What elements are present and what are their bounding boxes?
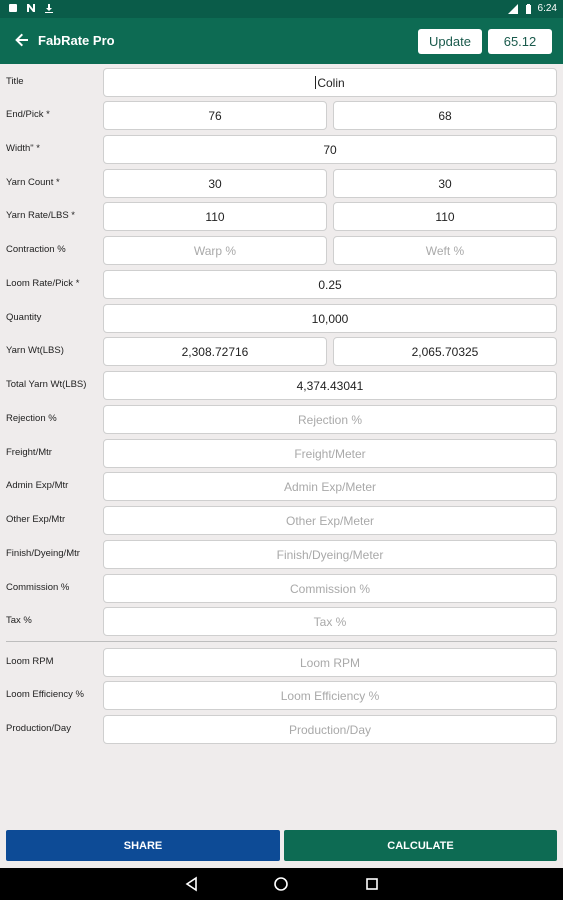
yarn-wt-weft-input[interactable]: 2,065.70325 — [333, 337, 557, 366]
tax-label: Tax % — [6, 615, 32, 626]
other-exp-input[interactable]: Other Exp/Meter — [103, 506, 557, 535]
battery-icon — [523, 4, 533, 14]
yarn-count-weft-input[interactable]: 30 — [333, 169, 557, 198]
status-time: 6:24 — [537, 3, 557, 14]
row-rejection — [0, 403, 563, 436]
row-yarn-wt — [0, 335, 563, 368]
app-n-icon — [26, 3, 36, 13]
row-finish — [0, 538, 563, 571]
row-quantity — [0, 302, 563, 335]
admin-exp-input[interactable]: Admin Exp/Meter — [103, 472, 557, 501]
nav-home-icon[interactable] — [273, 876, 289, 892]
row-loom-rpm — [0, 646, 563, 679]
quantity-input[interactable]: 10,000 — [103, 304, 557, 333]
title-label: Title — [6, 76, 24, 87]
row-yarn-rate — [0, 200, 563, 233]
section-divider — [6, 641, 557, 642]
width-label: Width" * — [6, 143, 40, 154]
quantity-label: Quantity — [6, 312, 42, 323]
signal-icon — [508, 4, 518, 14]
row-end-pick — [0, 99, 563, 132]
nav-recents-icon[interactable] — [364, 876, 380, 892]
text-cursor — [315, 76, 316, 89]
row-loom-efficiency — [0, 679, 563, 712]
system-nav-bar — [0, 868, 563, 900]
pick-input[interactable]: 68 — [333, 101, 557, 130]
loom-efficiency-label: Loom Efficiency % — [6, 689, 84, 700]
back-arrow-icon[interactable] — [12, 30, 32, 50]
yarn-wt-warp-input[interactable]: 2,308.72716 — [103, 337, 327, 366]
row-production — [0, 713, 563, 746]
row-commission — [0, 572, 563, 605]
notification-icon — [8, 3, 18, 13]
rejection-label: Rejection % — [6, 413, 57, 424]
download-icon — [44, 3, 54, 13]
share-button[interactable]: SHARE — [6, 830, 280, 861]
yarn-count-label: Yarn Count * — [6, 177, 60, 188]
yarn-rate-label: Yarn Rate/LBS * — [6, 210, 76, 221]
warp-percent-input[interactable]: Warp % — [103, 236, 327, 265]
width-input[interactable]: 70 — [103, 135, 557, 164]
row-contraction — [0, 234, 563, 267]
tax-input[interactable]: Tax % — [103, 607, 557, 636]
production-label: Production/Day — [6, 723, 71, 734]
commission-label: Commission % — [6, 582, 70, 593]
nav-back-icon[interactable] — [184, 876, 200, 892]
end-pick-label: End/Pick * — [6, 109, 50, 120]
rate-value-box[interactable]: 65.12 — [488, 29, 552, 54]
yarn-rate-weft-input[interactable]: 110 — [333, 202, 557, 231]
finish-input[interactable]: Finish/Dyeing/Meter — [103, 540, 557, 569]
loom-rpm-input[interactable]: Loom RPM — [103, 648, 557, 677]
row-tax — [0, 605, 563, 638]
row-yarn-count — [0, 167, 563, 200]
row-admin-exp — [0, 470, 563, 503]
yarn-rate-warp-input[interactable]: 110 — [103, 202, 327, 231]
update-button[interactable]: Update — [418, 29, 482, 54]
app-title: FabRate Pro — [38, 33, 115, 48]
row-freight — [0, 437, 563, 470]
other-exp-label: Other Exp/Mtr — [6, 514, 66, 525]
app-bar — [0, 18, 563, 64]
status-bar — [0, 0, 563, 18]
calculate-button[interactable]: CALCULATE — [284, 830, 557, 861]
yarn-count-warp-input[interactable]: 30 — [103, 169, 327, 198]
loom-rpm-label: Loom RPM — [6, 656, 54, 667]
total-yarn-wt-label: Total Yarn Wt(LBS) — [6, 379, 87, 390]
rejection-input[interactable]: Rejection % — [103, 405, 557, 434]
weft-percent-input[interactable]: Weft % — [333, 236, 557, 265]
finish-label: Finish/Dyeing/Mtr — [6, 548, 80, 559]
row-loom-rate — [0, 268, 563, 301]
loom-rate-label: Loom Rate/Pick * — [6, 278, 80, 289]
title-input[interactable] — [103, 68, 557, 97]
freight-input[interactable]: Freight/Meter — [103, 439, 557, 468]
freight-label: Freight/Mtr — [6, 447, 52, 458]
end-input[interactable]: 76 — [103, 101, 327, 130]
total-yarn-wt-input[interactable]: 4,374.43041 — [103, 371, 557, 400]
row-total-yarn-wt — [0, 369, 563, 402]
title-value: Colin — [317, 75, 345, 90]
admin-exp-label: Admin Exp/Mtr — [6, 480, 69, 491]
loom-efficiency-input[interactable]: Loom Efficiency % — [103, 681, 557, 710]
production-input[interactable]: Production/Day — [103, 715, 557, 744]
contraction-label: Contraction % — [6, 244, 66, 255]
loom-rate-input[interactable]: 0.25 — [103, 270, 557, 299]
row-title — [0, 66, 563, 99]
commission-input[interactable]: Commission % — [103, 574, 557, 603]
row-other-exp — [0, 504, 563, 537]
row-width — [0, 133, 563, 166]
yarn-wt-label: Yarn Wt(LBS) — [6, 345, 64, 356]
